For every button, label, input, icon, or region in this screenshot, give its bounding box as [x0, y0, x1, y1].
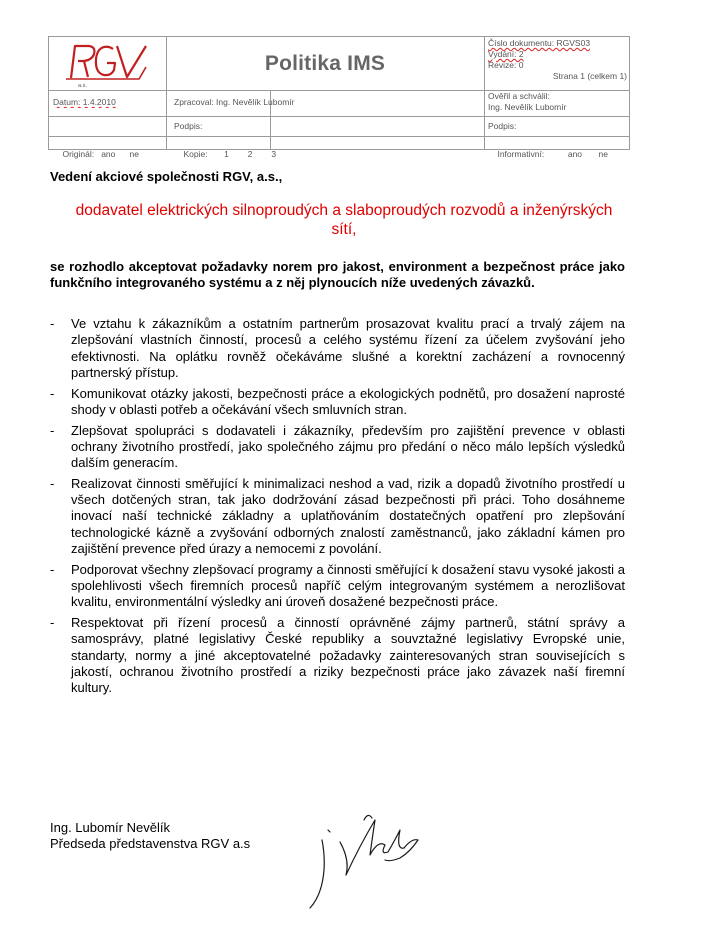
document-title — [166, 37, 484, 90]
list-item: - Ve vztahu k zákazníkům a ostatním partnerům prosazovat kvalitu prací a trvalý zájem na zlepšování vlastních činností, procesů a celého systému řízení za účelem zvyšování jeho efektivnosti. Na oplátku rovněž očekáváme slušné a korektní zacházení a rovnocenný partnerský přístup. — [50, 316, 625, 380]
list-item-text: Komunikovat otázky jakosti, bezpečnosti práce a ekologických podnětů, pro dosažení naprosté shody v oblasti potřeb a očekávání všech smluvních stran. — [71, 385, 625, 417]
commitments-list — [50, 316, 625, 701]
doc-revision: Revize: 0 — [488, 60, 524, 70]
list-item-text: Realizovat činnosti směřující k minimalizaci neshod a vad, rizik a dopadů životního prostředí u všech dotčených stran, tak jako dodržování zásad bezpečnosti při práci. Toho dosáhneme inovací naší technické základny a uplatňováním dostatečných opatření pro zlepšování technologické kázně a zvyšování odborných znalostí zaměstnanců, jako základní kámen pro zajištění prevence před úrazy a nemocemi z povolání. — [71, 475, 625, 557]
handwritten-signature — [300, 800, 440, 925]
list-item-text: Zlepšovat spolupráci s dodavateli i zákazníky, především pro zajištění prevence v oblasti ochrany životního prostředí, jako společného zájmu pro předání o něco málo lepších výsledků dalším generacím. — [71, 422, 625, 471]
list-item-text: Podporovat všechny zlepšovací programy a činnosti směřující k dosažení stavu vysoké jakosti a spolehlivosti všech firemních procesů napříč celým integrovaným systémem a nerozlišovat kvalitu, environmentální výsledky ani úroveň dosažené bezpečnosti práce. — [71, 561, 625, 610]
company-logo — [49, 37, 166, 90]
prepared-by: Zpracoval: Ing. Nevělík Lubomír — [174, 97, 295, 107]
document-title-text: Politika IMS — [264, 52, 386, 75]
copy-row: Kopie: 1 2 3 — [183, 149, 277, 159]
informative-row: Informativní: ano ne — [497, 149, 609, 159]
intro-line: Vedení akciové společnosti RGV, a.s., — [50, 169, 283, 184]
list-item-text: Respektovat při řízení procesů a činností oprávněné zájmy partnerů, státní správy a samosprávy, platné legislativy České republiky a souvztažné legislativy Evropské unie, standarty, normy a jiné akceptovatelné požadavky zainteresovaných stran souvisejících s jakostí, ochranou životního prostředí a riziky bezpečnosti práce jako závazek naší firemní kultury. — [71, 615, 625, 696]
approved-by-name: Ing. Nevělík Lubomír — [488, 102, 567, 112]
list-item: - Komunikovat otázky jakosti, bezpečnosti práce a ekologických podnětů, pro dosažení naprosté shody v oblasti potřeb a očekávání všech smluvních stran. — [50, 385, 625, 417]
doc-page: Strana 1 (celkem 1) — [552, 71, 627, 81]
original-checkbox-row: Originál: ano ne — [62, 149, 139, 159]
list-item-text: Ve vztahu k zákazníkům a ostatním partnerům prosazovat kvalitu prací a trvalý zájem na zlepšování vlastních činností, procesů a celého systému řízení za účelem zvyšování jeho efektivnosti. Na oplátku rovněž očekáváme slušné a korektní zacházení a rovnocenný partnerský přístup. — [71, 316, 625, 380]
doc-number: Číslo dokumentu: RGVS03 — [488, 38, 591, 48]
list-item: - Respektovat při řízení procesů a činností oprávněné zájmy partnerů, státní správy a samosprávy, platné legislativy České republiky a souvztažné legislativy Evropské unie, standarty, normy a jiné akceptovatelné požadavky zainteresovaných stran souvisejících s jakostí, ochranou životního prostředí a riziky bezpečnosti práce jako závazek naší firemní kultury. — [50, 615, 625, 696]
svg-text:a.s.: a.s. — [78, 83, 87, 89]
document-meta — [484, 37, 631, 90]
signatory-name: Ing. Lubomír Nevělík — [50, 820, 170, 835]
signatory-block — [50, 820, 250, 852]
approved-by-label: Ověřil a schválil: — [488, 91, 550, 101]
signature-label-prepared: Podpis: — [174, 121, 203, 131]
list-item: - Realizovat činnosti směřující k minimalizaci neshod a vad, rizik a dopadů životního prostředí u všech dotčených stran, tak jako dodržování zásad bezpečnosti při práci. Toho dosáhneme inovací naší technické základny a uplatňováním dostatečných opatření pro zlepšování technologické kázně a zvyšování odborných znalostí zaměstnanců, jako základní kámen pro zajištění prevence před úrazy a nemocemi z povolání. — [50, 475, 625, 557]
signatory-role: Předseda představenstva RGV a.s — [50, 836, 251, 851]
supplier-statement: dodavatel elektrických silnoproudých a slaboproudých rozvodů a inženýrských sítí, — [75, 202, 613, 238]
doc-edition: Vydání: 2 — [488, 49, 524, 59]
list-item: - Zlepšovat spolupráci s dodavateli i zákazníky, především pro zajištění prevence v oblasti ochrany životního prostředí, jako společného zájmu pro předání o něco málo lepších výsledků dalším generacím. — [50, 422, 625, 471]
declaration: se rozhodlo akceptovat požadavky norem pro jakost, environment a bezpečnost práce jako funkčního integrovaného systému a z něj plynoucích níže uvedených závazků. — [50, 259, 625, 290]
doc-date: Datum: 1.4.2010 — [53, 97, 116, 107]
list-item: - Podporovat všechny zlepšovací programy a činnosti směřující k dosažení stavu vysoké jakosti a spolehlivosti všech firemních procesů napříč celým integrovaným systémem a nerozlišovat kvalitu, environmentální výsledky ani úroveň dosažené bezpečnosti práce. — [50, 561, 625, 610]
document-header — [48, 36, 630, 159]
signature-label-approved: Podpis: — [488, 121, 517, 131]
